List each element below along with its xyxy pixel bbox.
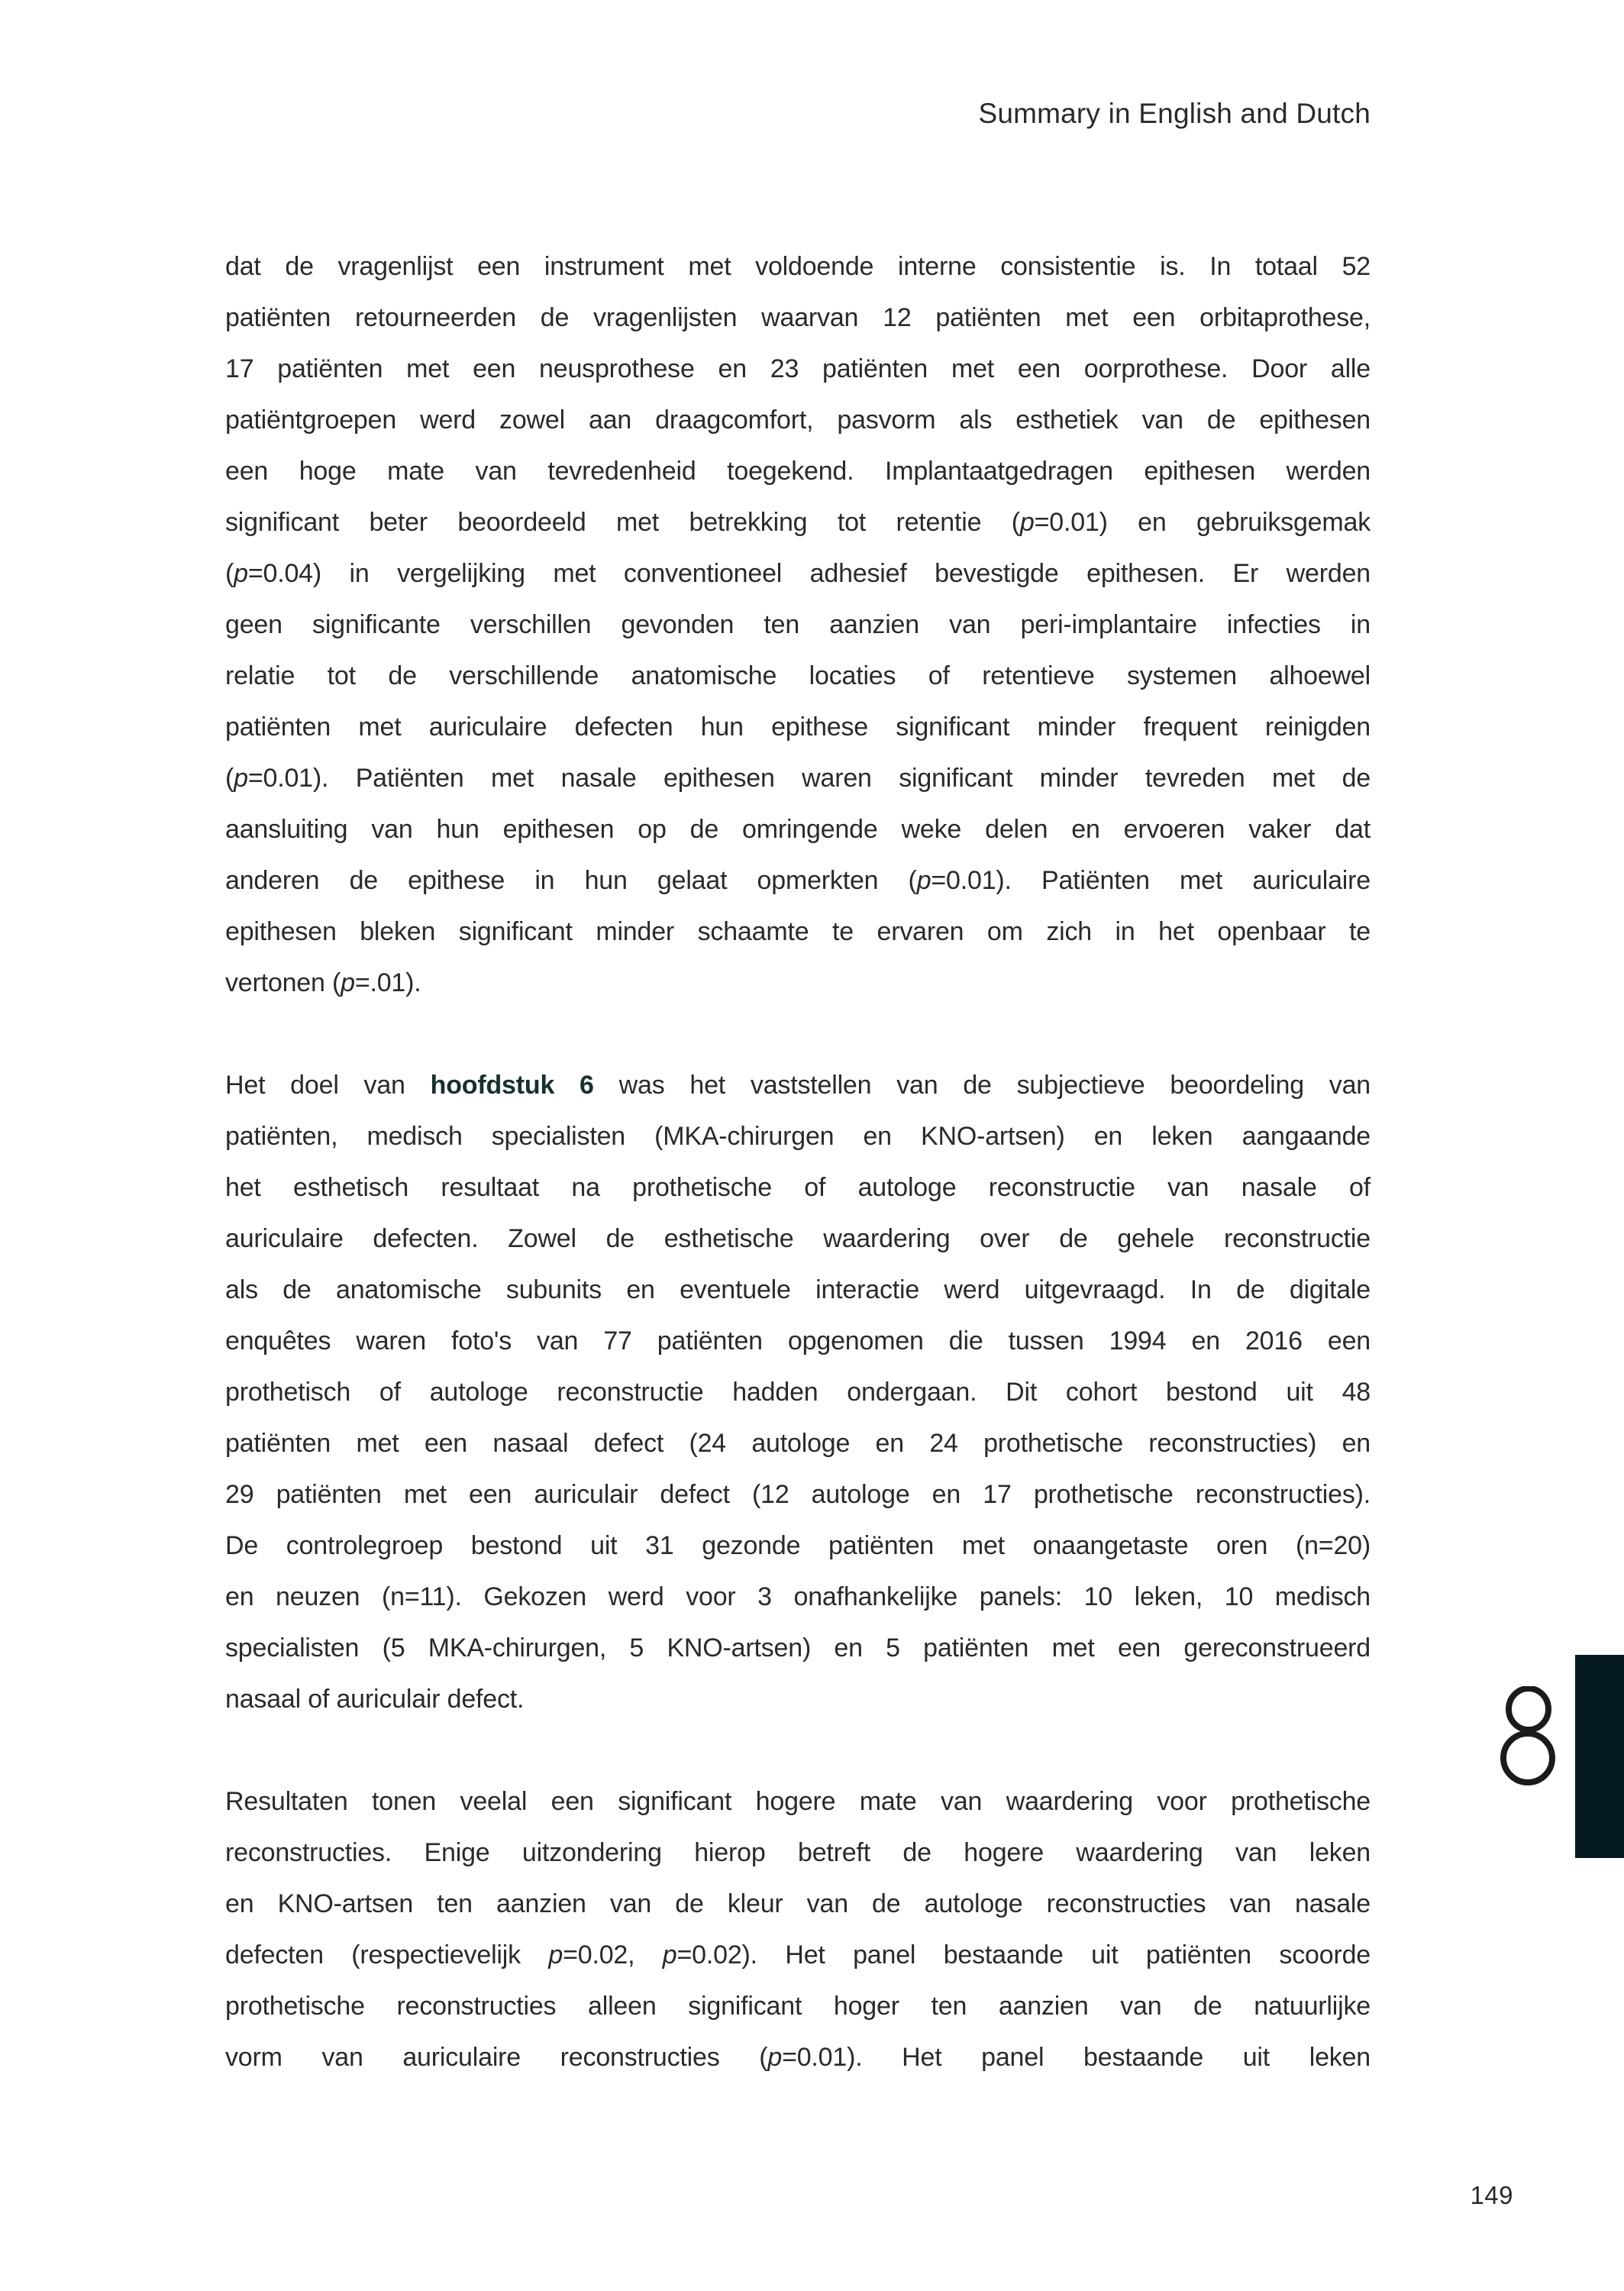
bold-text: hoofdstuk 6: [430, 1071, 594, 1100]
text-line: [225, 292, 1371, 344]
chapter-tab-bar: [1575, 1655, 1624, 1858]
paragraph: [225, 241, 1371, 1009]
text-segment: 17 patiënten met een neusprothese en 23 patiënten met een oorprothese. Door alle: [225, 354, 1371, 383]
text-segment: auriculaire defecten. Zowel de esthetische waardering over de gehele reconstructie: [225, 1224, 1371, 1253]
italic-text: p: [662, 1940, 677, 1969]
page-number: 149: [1470, 2181, 1513, 2209]
paragraph: [225, 1776, 1371, 2083]
text-segment: en neuzen (n=11). Gekozen werd voor 3 onafhankelijke panels: 10 leken, 10 medisch: [225, 1582, 1371, 1611]
text-segment: een hoge mate van tevredenheid toegekend. Implantaatgedragen epithesen werden: [225, 457, 1371, 486]
text-line: [225, 2032, 1371, 2083]
text-line: [225, 1827, 1371, 1879]
text-line: [225, 446, 1371, 497]
running-header: Summary in English and Dutch: [978, 98, 1371, 129]
text-segment: =0.04) in vergelijking met conventioneel adhesief bevestigde epithesen. Er werden: [247, 559, 1371, 588]
text-line: [225, 1776, 1371, 1827]
text-line: [225, 1623, 1371, 1674]
text-line: [225, 1367, 1371, 1418]
text-segment: =0.01). Het panel bestaande uit leken: [782, 2043, 1371, 2072]
text-line: [225, 1879, 1371, 1930]
text-line: [225, 1469, 1371, 1520]
text-line: [225, 804, 1371, 855]
text-segment: reconstructies. Enige uitzondering hierop betreft de hogere waardering van leken: [225, 1838, 1371, 1867]
text-segment: vertonen (: [225, 968, 341, 997]
text-line: [225, 702, 1371, 753]
text-segment: aansluiting van hun epithesen op de omringende weke delen en ervoeren vaker dat: [225, 815, 1371, 844]
italic-text: p: [916, 866, 931, 895]
text-line: [225, 1060, 1371, 1111]
text-line: [225, 753, 1371, 804]
text-segment: anderen de epithese in hun gelaat opmerkten (: [225, 866, 917, 895]
text-segment: enquêtes waren foto's van 77 patiënten opgenomen die tussen 1994 en 2016 een: [225, 1326, 1371, 1356]
text-segment: patiënten, medisch specialisten (MKA-chirurgen en KNO-artsen) en leken aangaande: [225, 1122, 1371, 1151]
text-segment: Het doel van: [225, 1071, 431, 1100]
text-segment: het esthetisch resultaat na prothetische of autologe reconstructie van nasale of: [225, 1173, 1371, 1202]
text-segment: was het vaststellen van de subjectieve beoordeling van: [593, 1071, 1371, 1100]
italic-text: p: [767, 2043, 783, 2072]
paragraph: [225, 1060, 1371, 1725]
text-line: [225, 1981, 1371, 2032]
text-segment: specialisten (5 MKA-chirurgen, 5 KNO-artsen) en 5 patiënten met een gereconstrueerd: [225, 1633, 1371, 1663]
text-segment: geen significante verschillen gevonden ten aanzien van peri-implantaire infecties in: [225, 610, 1371, 639]
text-segment: vorm van auriculaire reconstructies (: [225, 2043, 768, 2072]
text-line: [225, 1520, 1371, 1572]
text-line: [225, 906, 1371, 958]
text-segment: =0.01) en gebruiksgemak: [1034, 508, 1371, 537]
text-line: [225, 344, 1371, 395]
text-line: [225, 395, 1371, 446]
text-segment: =.01).: [354, 968, 421, 997]
text-segment: defecten (respectievelijk: [225, 1940, 549, 1969]
text-segment: Resultaten tonen veelal een significant hogere mate van waardering voor prothetische: [225, 1787, 1371, 1816]
chapter-number-glyph-top-loop: [1509, 1688, 1548, 1730]
text-line: [225, 1265, 1371, 1316]
text-segment: en KNO-artsen ten aanzien van de kleur van de autologe reconstructies van nasale: [225, 1889, 1371, 1918]
text-line: [225, 1213, 1371, 1265]
text-line: [225, 651, 1371, 702]
italic-text: p: [1019, 508, 1035, 537]
text-line: [225, 548, 1371, 599]
text-segment: De controlegroep bestond uit 31 gezonde patiënten met onaangetaste oren (n=20): [225, 1531, 1371, 1560]
text-segment: =0.02). Het panel bestaande uit patiënten scoorde: [676, 1940, 1371, 1969]
text-segment: prothetische reconstructies alleen significant hoger ten aanzien van de natuurlijke: [225, 1992, 1371, 2021]
text-segment: relatie tot de verschillende anatomische locaties of retentieve systemen alhoewel: [225, 661, 1371, 690]
text-line: [225, 958, 1371, 1009]
text-segment: dat de vragenlijst een instrument met voldoende interne consistentie is. In totaal 52: [225, 252, 1371, 281]
italic-text: p: [234, 559, 248, 588]
text-segment: =0.02,: [563, 1940, 663, 1969]
text-line: [225, 599, 1371, 651]
text-line: [225, 1572, 1371, 1623]
text-segment: patiënten met auriculaire defecten hun epithese significant minder frequent reinigden: [225, 713, 1371, 742]
text-line: [225, 1930, 1371, 1981]
text-segment: nasaal of auriculair defect.: [225, 1685, 525, 1714]
text-segment: als de anatomische subunits en eventuele interactie werd uitgevraagd. In de digitale: [225, 1275, 1371, 1304]
text-segment: patiënten retourneerden de vragenlijsten waarvan 12 patiënten met een orbitaprothese,: [225, 303, 1371, 332]
italic-text: p: [341, 968, 355, 997]
text-line: [225, 1418, 1371, 1469]
text-segment: (: [225, 764, 234, 793]
text-segment: (: [225, 559, 234, 588]
text-line: [225, 241, 1371, 292]
text-segment: =0.01). Patiënten met auriculaire: [931, 866, 1371, 895]
text-line: [225, 497, 1371, 548]
chapter-number: [1500, 1686, 1556, 1785]
text-segment: patiënten met een nasaal defect (24 autologe en 24 prothetische reconstructies) en: [225, 1429, 1371, 1458]
text-line: [225, 1111, 1371, 1162]
text-segment: prothetisch of autologe reconstructie hadden ondergaan. Dit cohort bestond uit 48: [225, 1378, 1371, 1407]
text-segment: epithesen bleken significant minder schaamte te ervaren om zich in het openbaar te: [225, 917, 1371, 946]
text-segment: significant beter beoordeeld met betrekking tot retentie (: [225, 508, 1020, 537]
text-line: [225, 1674, 1371, 1725]
chapter-number-glyph-bottom-loop: [1503, 1734, 1552, 1782]
italic-text: p: [234, 764, 248, 793]
text-line: [225, 1162, 1371, 1213]
body-text: [225, 241, 1371, 2134]
text-line: [225, 1316, 1371, 1367]
text-line: [225, 855, 1371, 906]
italic-text: p: [548, 1940, 563, 1969]
text-segment: =0.01). Patiënten met nasale epithesen waren significant minder tevreden met de: [247, 764, 1371, 793]
text-segment: 29 patiënten met een auriculair defect (12 autologe en 17 prothetische reconstructies).: [225, 1480, 1371, 1509]
text-segment: patiëntgroepen werd zowel aan draagcomfort, pasvorm als esthetiek van de epithesen: [225, 406, 1371, 435]
